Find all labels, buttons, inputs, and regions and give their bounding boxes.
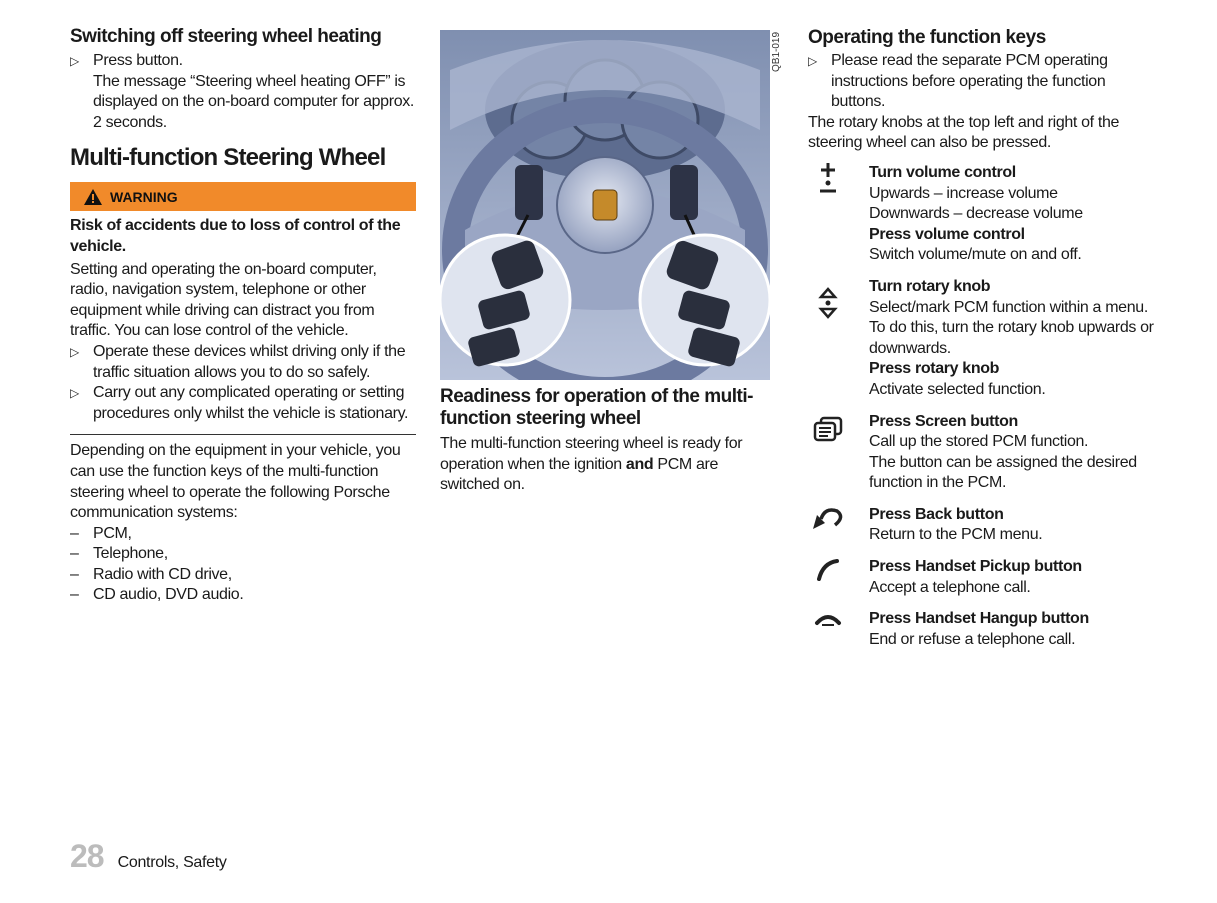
page-title: Multi-function Steering Wheel	[70, 144, 386, 172]
key-action-title: Press Handset Pickup button	[869, 558, 1082, 576]
step-triangle-icon: ▷	[70, 344, 79, 359]
function-key-item	[808, 412, 1158, 494]
step-triangle-icon: ▷	[70, 54, 79, 68]
step	[808, 51, 1158, 113]
right-column	[808, 27, 1158, 650]
steering-wheel-illustration	[440, 30, 770, 380]
key-action-desc: The button can be assigned the desired function in the PCM.	[869, 453, 1137, 492]
plus-minus-icon	[808, 163, 848, 197]
step	[70, 51, 416, 72]
section-name: Controls, Safety	[117, 854, 227, 871]
up-down-arrows-icon	[808, 283, 848, 321]
handset-pickup-icon	[808, 557, 848, 583]
step-note: The message “Steering wheel heating OFF” is displayed on the on-board computer for approx. 2 seconds.	[93, 72, 414, 131]
list-item: – PCM,	[70, 524, 416, 545]
text: PCM are switched on.	[440, 455, 719, 494]
key-action-title: Press rotary knob	[869, 360, 1000, 378]
middle-column	[440, 386, 760, 496]
step-triangle-icon: ▷	[808, 54, 817, 68]
key-action-desc: Upwards – increase volume	[869, 184, 1058, 202]
warning-title: Risk of accidents due to loss of control of the vehicle.	[70, 217, 401, 255]
heading-function-keys: Operating the function keys	[808, 27, 1046, 48]
divider	[70, 434, 416, 435]
step-text: Carry out any complicated operating or setting procedures only whilst the vehicle is stationary.	[93, 384, 409, 422]
function-key-item	[808, 277, 1158, 401]
footer	[70, 838, 227, 875]
key-action-desc: Select/mark PCM function within a menu.	[869, 298, 1148, 316]
key-action-title: Press Back button	[869, 505, 1004, 523]
key-action-title: Turn volume control	[869, 163, 1016, 181]
warning-step	[70, 342, 416, 383]
text-bold: and	[625, 455, 654, 473]
warning-label: WARNING	[110, 188, 178, 205]
key-action-desc: Downwards – decrease volume	[869, 205, 1083, 223]
key-action-desc: Return to the PCM menu.	[869, 526, 1043, 544]
key-action-title: Press Screen button	[869, 412, 1018, 430]
text: The multi-function steering wheel is ready for operation when the ignition	[440, 435, 743, 473]
key-action-desc: Switch volume/mute on and off.	[869, 246, 1082, 264]
key-action-desc: Accept a telephone call.	[869, 578, 1031, 596]
key-action-desc: To do this, turn the rotary knob upwards or downwards.	[869, 319, 1154, 357]
step-text: Operate these devices whilst driving only if the traffic situation allows you to do so safely.	[93, 342, 406, 381]
key-action-title: Press Handset Hangup button	[869, 610, 1089, 628]
step-text: Press button.	[93, 52, 183, 69]
warning-banner	[70, 182, 416, 211]
step-text: Please read the separate PCM operating instructions before operating the function buttons.	[831, 52, 1108, 111]
key-action-desc: Activate selected function.	[869, 380, 1046, 398]
step-triangle-icon: ▷	[70, 386, 79, 401]
screen-icon	[808, 416, 848, 442]
warning-step	[70, 383, 416, 424]
key-action-title: Press volume control	[869, 225, 1025, 243]
heading-steering-heating-off: Switching off steering wheel heating	[70, 26, 382, 47]
key-action-desc: End or refuse a telephone call.	[869, 630, 1076, 648]
list-item: – CD audio, DVD audio.	[70, 585, 416, 606]
heading-readiness: Readiness for operation of the multi-function steering wheel	[440, 386, 753, 429]
list-item: – Telephone,	[70, 544, 416, 565]
key-action-title: Turn rotary knob	[869, 277, 991, 295]
handset-hangup-icon	[808, 609, 848, 629]
function-key-item	[808, 609, 1158, 650]
list-item: – Radio with CD drive,	[70, 565, 416, 586]
readiness-text	[440, 434, 760, 496]
function-key-item	[808, 557, 1158, 598]
warning-text: Setting and operating the on-board computer, radio, navigation system, telephone or other equipment while driving can distract you from traffic. You can lose control of the vehicle.	[70, 260, 377, 340]
key-list	[808, 163, 1158, 650]
left-column	[70, 26, 416, 606]
warning-triangle-icon	[84, 189, 102, 205]
intro-text: Depending on the equipment in your vehicle, you can use the function keys of the multi-function steering wheel to operate the following Porsche communication systems:	[70, 442, 401, 522]
note: The rotary knobs at the top left and right of the steering wheel can also be pressed.	[808, 113, 1120, 152]
function-key-item	[808, 163, 1158, 266]
function-key-item	[808, 505, 1158, 546]
back-arrow-icon	[808, 505, 848, 531]
key-action-desc: Call up the stored PCM function.	[869, 433, 1089, 451]
page-number: 28	[70, 838, 104, 874]
figure-code: QB1-019	[771, 31, 782, 72]
